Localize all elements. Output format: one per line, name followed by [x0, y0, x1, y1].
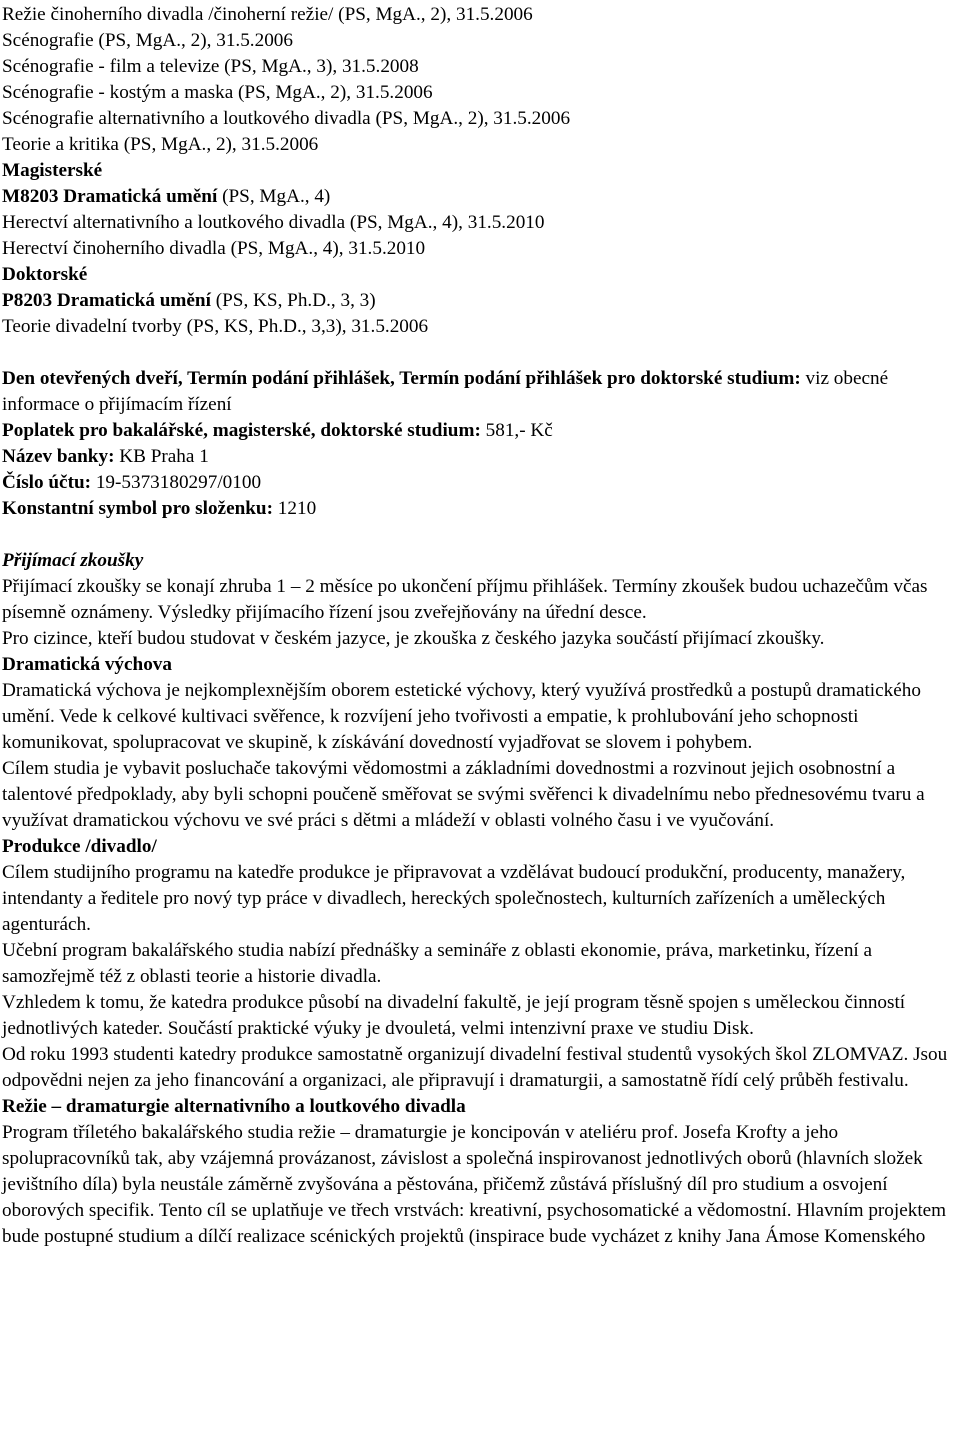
doktor-item: Teorie divadelní tvorby (PS, KS, Ph.D., 3,3), 31.5.2006	[2, 316, 429, 337]
program-item: Scénografie alternativního a loutkového divadla (PS, MgA., 2), 31.5.2006	[2, 108, 571, 129]
produkce-paragraph: Cílem studijního programu na katedře produkce je připravovat a vzdělávat budoucí produkční, producenty, manažery, intendanty a ředitele pro nový typ práce v divadlech, hereckých společnostech, kulturních zařízeních a uměleckých agenturách.	[2, 862, 906, 935]
open-days-value: viz obecné informace o přijímacím řízení	[2, 368, 889, 415]
fee-value: 581,- Kč	[480, 420, 553, 441]
program-list	[2, 2, 956, 158]
produkce-section	[2, 834, 956, 1094]
drama-paragraph: Cílem studia je vybavit posluchače takovými vědomostmi a základními dovednostmi a rozvinout jejich osobnostní a talentové předpoklady, aby byli schopni poučeně směřovat se svými svěřenci k divadelnímu nebo přednesovému tvaru a využívat dramatickou výchovu ve své práci s dětmi a mládeží v oblasti volného času i ve vyučování.	[2, 758, 925, 831]
rezie-heading: Režie – dramaturgie alternativního a loutkového divadla	[2, 1096, 466, 1117]
account-value: 19-5373180297/0100	[91, 472, 262, 493]
rezie-section	[2, 1094, 956, 1250]
magister-item: Herectví činoherního divadla (PS, MgA., 4), 31.5.2010	[2, 238, 426, 259]
doktor-field	[2, 288, 956, 314]
exams-heading: Přijímací zkoušky	[2, 550, 144, 571]
produkce-paragraph: Učební program bakalářského studia nabízí přednášky a semináře z oblasti ekonomie, práva, marketinku, řízení a samozřejmě též z oblasti teorie a historie divadla.	[2, 940, 873, 987]
program-item: Scénografie (PS, MgA., 2), 31.5.2006	[2, 30, 293, 51]
program-item: Scénografie - kostým a maska (PS, MgA., 2), 31.5.2006	[2, 82, 433, 103]
doktor-field-code: P8203 Dramatická umění	[2, 290, 211, 311]
open-days-row	[2, 366, 956, 418]
symbol-value: 1210	[273, 498, 317, 519]
produkce-paragraph: Vzhledem k tomu, že katedra produkce působí na divadelní fakultě, je její program těsně spojen s uměleckou činností jednotlivých kateder. Součástí praktické výuky je dvouletá, velmi intenzivní praxe ve studiu Disk.	[2, 992, 906, 1039]
account-row	[2, 470, 956, 496]
program-item: Teorie a kritika (PS, MgA., 2), 31.5.2006	[2, 134, 319, 155]
info-block	[2, 366, 956, 522]
magister-field-code: M8203 Dramatická umění	[2, 186, 218, 207]
program-item: Scénografie - film a televize (PS, MgA., 3), 31.5.2008	[2, 56, 419, 77]
doktor-field-detail: (PS, KS, Ph.D., 3, 3)	[210, 290, 376, 311]
drama-paragraph: Dramatická výchova je nejkomplexnějším oborem estetické výchovy, který využívá prostředků a postupů dramatického umění. Vede k celkové kultivaci svěřence, k rozvíjení jeho tvořivosti a empatie, k prohlubování jeho schopnosti komunikovat, spolupracovat ve skupině, k získávání dovedností vyjadřovat se slovem i pohybem.	[2, 680, 921, 753]
program-item: Režie činoherního divadla /činoherní režie/ (PS, MgA., 2), 31.5.2006	[2, 4, 533, 25]
exams-paragraph: Pro cizince, kteří budou studovat v českém jazyce, je zkouška z českého jazyka součástí přijímací zkoušky.	[2, 628, 825, 649]
document-body	[2, 2, 956, 1250]
account-label: Číslo účtu:	[2, 472, 92, 493]
magister-heading: Magisterské	[2, 160, 103, 181]
doktor-heading: Doktorské	[2, 264, 88, 285]
section-gap	[2, 522, 956, 548]
bank-label: Název banky:	[2, 446, 115, 467]
drama-section	[2, 652, 956, 834]
symbol-row	[2, 496, 956, 522]
drama-heading: Dramatická výchova	[2, 654, 172, 675]
exams-section	[2, 548, 956, 652]
fee-row	[2, 418, 956, 444]
symbol-label: Konstantní symbol pro složenku:	[2, 498, 273, 519]
bank-value: KB Praha 1	[114, 446, 209, 467]
rezie-paragraph: Program tříletého bakalářského studia režie – dramaturgie je koncipován v ateliéru prof. Josefa Krofty a jeho spolupracovníků tak, aby vzájemná provázanost, závislost a společná inspirovanost jednotlivých oborů (hlavních složek jevištního díla) byla neustále záměrně zvyšována a pěstována, přičemž zůstává příslušný díl pro studium a osvojení oborových specifik. Tento cíl se uplatňuje ve třech vrstvách: kreativní, psychosomatické a vědomostní. Hlavním projektem bude postupné studium a dílčí realizace scénických projektů (inspirace bude vycházet z knihy Jana Ámose Komenského	[2, 1122, 947, 1247]
magister-field-detail: (PS, MgA., 4)	[217, 186, 331, 207]
produkce-heading: Produkce /divadlo/	[2, 836, 157, 857]
produkce-paragraph: Od roku 1993 studenti katedry produkce samostatně organizují divadelní festival studentů vysokých škol ZLOMVAZ. Jsou odpovědni nejen za jeho financování a organizaci, ale připravují i dramaturgii, a samostatně řídí celý průběh festivalu.	[2, 1044, 948, 1091]
section-gap	[2, 340, 956, 366]
magister-field	[2, 184, 956, 210]
fee-label: Poplatek pro bakalářské, magisterské, doktorské studium:	[2, 420, 481, 441]
bank-row	[2, 444, 956, 470]
open-days-label: Den otevřených dveří, Termín podání přihlášek, Termín podání přihlášek pro doktorské studium:	[2, 368, 801, 389]
exams-paragraph: Přijímací zkoušky se konají zhruba 1 – 2 měsíce po ukončení příjmu přihlášek. Termíny zkoušek budou uchazečům včas písemně oznámeny. Výsledky přijímacího řízení jsou zveřejňovány na úřední desce.	[2, 576, 928, 623]
magister-item: Herectví alternativního a loutkového divadla (PS, MgA., 4), 31.5.2010	[2, 212, 545, 233]
